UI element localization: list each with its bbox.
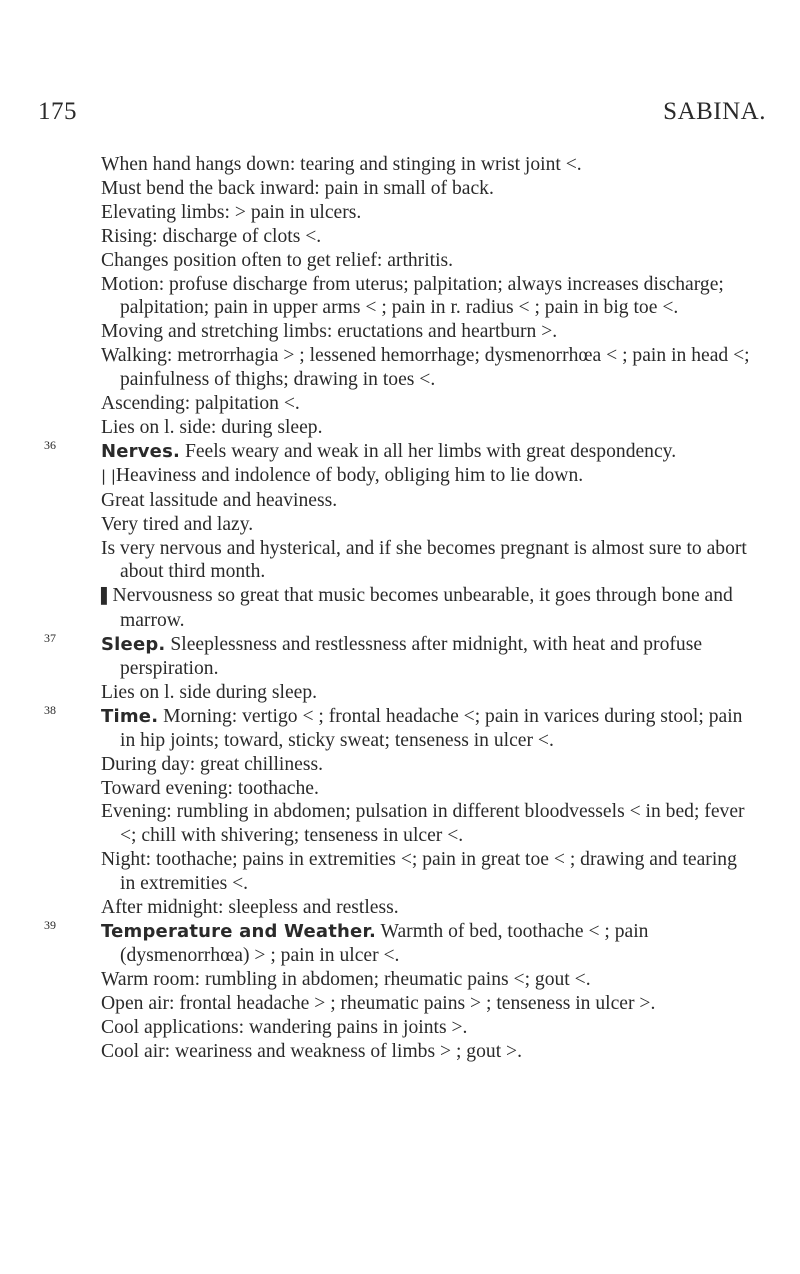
running-title: SABINA. (663, 98, 766, 125)
section-sleep: 37 Sleep. Sleeplessness and restlessness after midnight, with heat and profuse perspiration. (44, 631, 703, 680)
text-entry: Changes position often to get relief: arthritis. (101, 249, 454, 271)
section-heading: Time. (101, 705, 159, 727)
text-entry: Elevating limbs: > pain in ulcers. (101, 201, 362, 223)
emphasis-mark: | | (101, 466, 116, 485)
section-nerves: 36 Nerves. Feels weary and weak in all her limbs with great despondency. (44, 437, 677, 462)
text-entry: Very tired and lazy. (101, 513, 254, 535)
text-entry: Is very nervous and hysterical, and if she becomes pregnant is almost sure to abort about third month. (101, 537, 747, 583)
section-heading: Temperature and Weather. (101, 921, 376, 942)
text-entry: Cool air: weariness and weakness of limbs > ; gout >. (101, 1040, 522, 1062)
section-heading: Nerves. (101, 440, 181, 462)
section-temperature-weather: 39 Temperature and Weather. Warmth of bed, toothache < ; pain (dysmenorrhœa) > ; pain in ulcer <. (44, 918, 649, 966)
section-time: 38 Time. Morning: vertigo < ; frontal headache <; pain in varices during stool; pain in hip joints; toward, sticky sweat; tenseness in ulcer <. (44, 702, 743, 751)
body-text (44, 153, 752, 1063)
text-entry: During day: great chilliness. (101, 753, 324, 775)
text-entry: Toward evening: toothache. (101, 777, 319, 799)
section-heading: Sleep. (101, 634, 166, 656)
text-entry: Must bend the back inward: pain in small of back. (101, 177, 494, 199)
text-entry: Lies on l. side during sleep. (101, 681, 318, 703)
text-entry: Evening: rumbling in abdomen; pulsation in different bloodvessels < in bed; fever <; chill with shivering; tenseness in ulcer <. (101, 801, 745, 847)
text-entry: When hand hangs down: tearing and stinging in wrist joint <. (101, 154, 582, 175)
page-number: 175 (38, 98, 77, 125)
text-entry: Rising: discharge of clots <. (101, 225, 322, 247)
text-entry: Warm room: rumbling in abdomen; rheumatic pains <; gout <. (101, 968, 591, 990)
text-entry: ▌Nervousness so great that music becomes unbearable, it goes through bone and marrow. (101, 585, 733, 632)
text-entry: Cool applications: wandering pains in joints >. (101, 1016, 468, 1038)
text-entry: Walking: metrorrhagia > ; lessened hemorrhage; dysmenorrhœa < ; pain in head <; painfulness of thighs; drawing in toes <. (101, 345, 750, 391)
text-entry: After midnight: sleepless and restless. (101, 897, 399, 919)
text-entry: Ascending: palpitation <. (101, 393, 300, 415)
text-entry: | |Heaviness and indolence of body, obliging him to lie down. (101, 464, 584, 486)
text-entry: Lies on l. side: during sleep. (101, 416, 323, 438)
text-entry: Great lassitude and heaviness. (101, 489, 338, 511)
text-entry: Moving and stretching limbs: eructations and heartburn >. (101, 321, 558, 343)
emphasis-mark: ▌ (101, 587, 113, 606)
text-entry: Open air: frontal headache > ; rheumatic pains > ; tenseness in ulcer >. (101, 992, 656, 1014)
text-entry: Night: toothache; pains in extremities <; pain in great toe < ; drawing and tearing in extremities <. (101, 849, 737, 895)
text-entry: Motion: profuse discharge from uterus; palpitation; always increases discharge; palpitation; pain in upper arms < ; pain in r. radius < ; pain in big toe <. (101, 273, 724, 319)
